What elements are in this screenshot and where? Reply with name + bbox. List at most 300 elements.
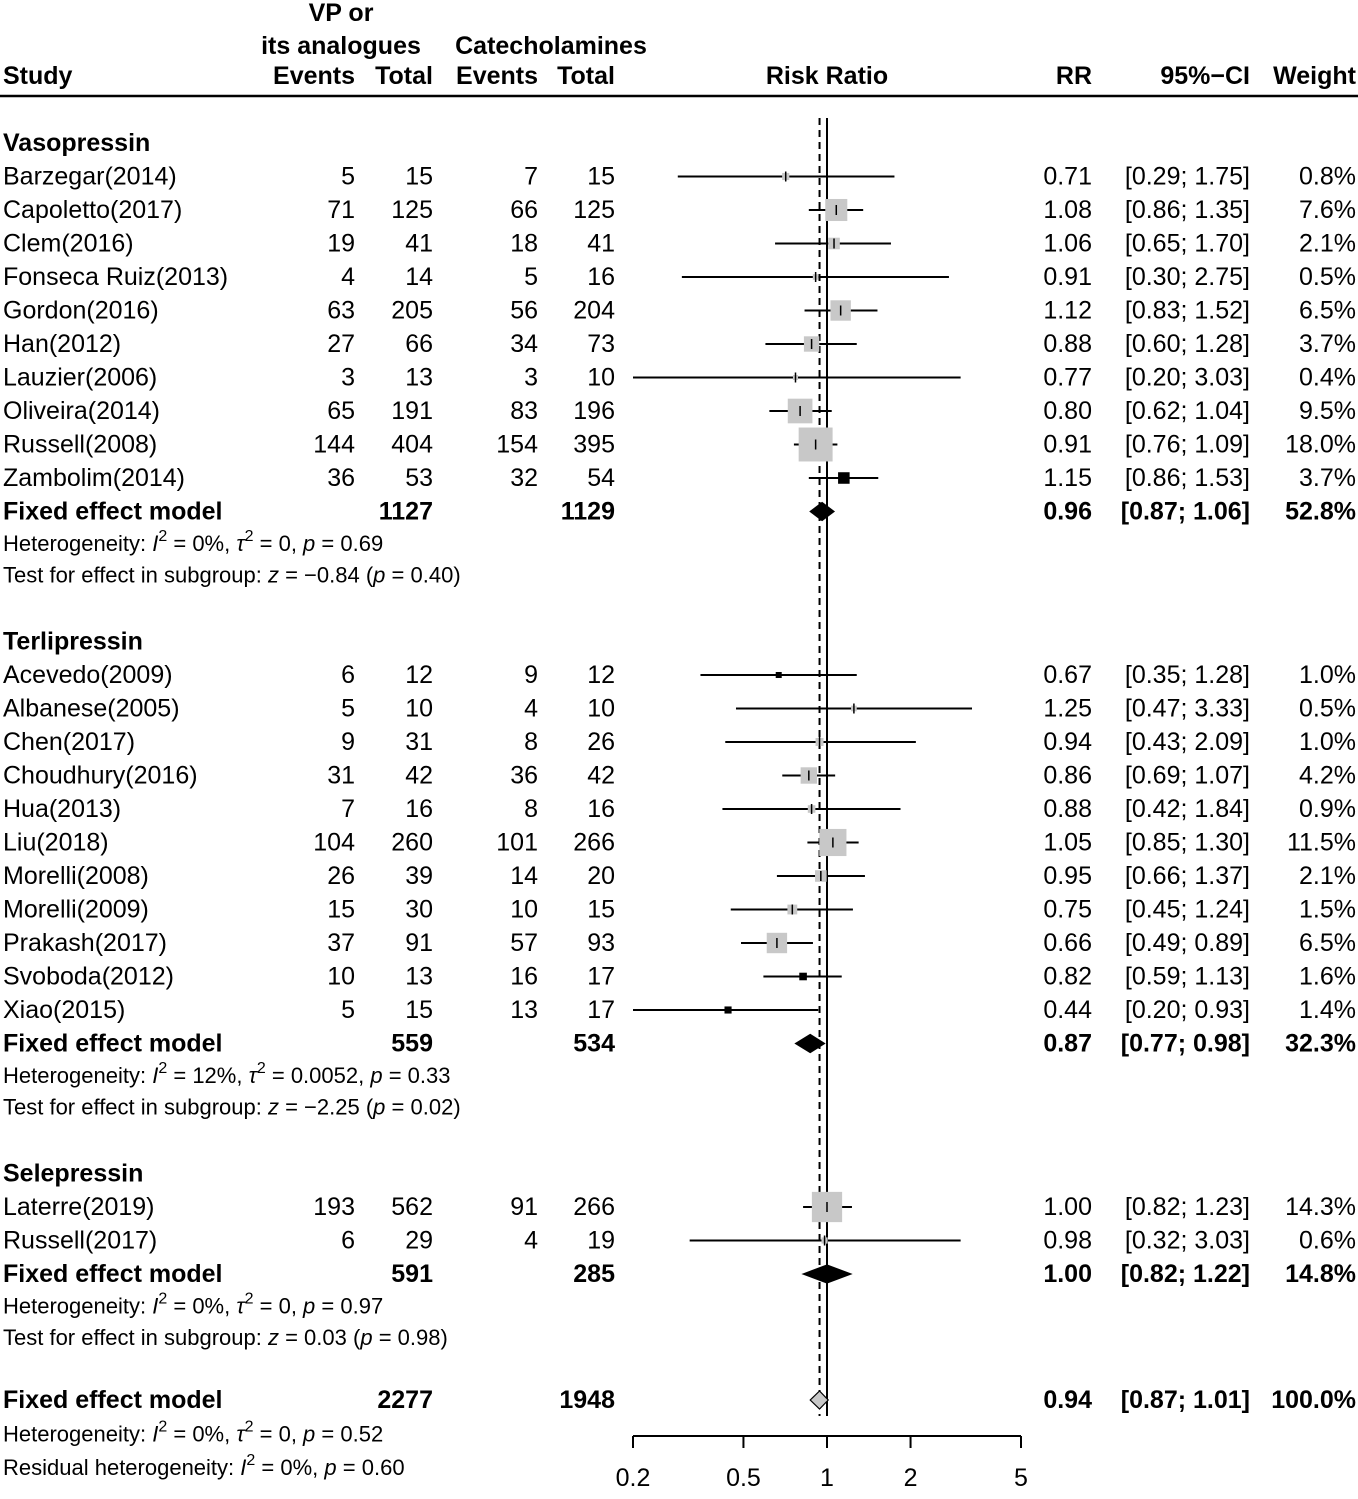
overall-heterogeneity-text-sep2: ,	[290, 1421, 304, 1447]
study-name: Russell(2017)	[3, 1226, 158, 1255]
header-ci: 95%−CI	[1160, 62, 1250, 90]
overall-heterogeneity-text-tau-sup: 2	[244, 1418, 254, 1436]
events-group2: 9	[524, 661, 538, 689]
ci-value: [0.47; 3.33]	[1124, 694, 1250, 723]
weight-value: 1.0%	[1299, 661, 1356, 689]
total-group1: 15	[405, 996, 433, 1024]
subgroup-selepressin	[3, 1160, 1356, 1351]
events-group1: 6	[341, 661, 355, 689]
axis-tick-label: 0.2	[615, 1464, 651, 1492]
events-group2: 34	[510, 330, 538, 358]
study-row	[3, 862, 1356, 890]
rr-value: 0.71	[1043, 162, 1092, 191]
total-group2: 196	[573, 397, 615, 425]
paren-open: (	[346, 1325, 361, 1350]
weight-value: 4.2%	[1299, 761, 1356, 790]
heterogeneity-text-sup: 2	[158, 528, 168, 545]
total-group2: 93	[587, 929, 615, 957]
ci-value: [0.49; 0.89]	[1124, 929, 1250, 957]
overall-total-group2: 1948	[559, 1386, 615, 1414]
weight-value: 9.5%	[1299, 397, 1356, 425]
events-group2: 57	[510, 929, 538, 957]
events-group2: 66	[510, 196, 538, 224]
pooled-ci-value: [0.77; 0.98]	[1120, 1029, 1250, 1058]
heterogeneity-text-i-symbol: I	[152, 531, 159, 556]
overall-heterogeneity-text-eq: =	[167, 1421, 193, 1447]
total-group1: 30	[405, 895, 433, 924]
point-estimate-box	[776, 672, 782, 678]
weight-value: 6.5%	[1299, 929, 1356, 957]
total-group2: 266	[573, 828, 615, 857]
ci-value: [0.85; 1.30]	[1124, 828, 1250, 857]
total-group2: 125	[573, 196, 615, 224]
total-group1: 41	[405, 229, 433, 258]
weight-value: 0.5%	[1299, 263, 1356, 291]
residual-heterogeneity-text-p-value: 0.60	[361, 1455, 405, 1480]
weight-value: 2.1%	[1299, 229, 1356, 258]
heterogeneity-text-p-value: 0.33	[407, 1063, 451, 1088]
study-name: Capoletto(2017)	[3, 196, 183, 224]
events-group2: 3	[524, 363, 538, 392]
events-group1: 31	[327, 761, 355, 790]
ci-value: [0.35; 1.28]	[1124, 661, 1250, 689]
total-group1: 12	[405, 661, 433, 689]
pooled-diamond	[795, 1035, 824, 1053]
header-rr: RR	[1055, 62, 1092, 90]
pooled-label: Fixed effect model	[3, 1260, 223, 1288]
study-row	[3, 196, 1356, 224]
header-group1-line2: its analogues	[261, 32, 421, 60]
pooled-diamond	[810, 503, 834, 521]
subgroup-test-text	[3, 563, 461, 588]
weight-value: 3.7%	[1299, 464, 1356, 492]
heterogeneity-text-tau-eq: =	[253, 531, 279, 556]
events-group1: 193	[313, 1193, 355, 1221]
total-group1: 404	[391, 430, 433, 459]
heterogeneity-text-p-eq: =	[315, 1293, 341, 1319]
study-name: Lauzier(2006)	[3, 363, 158, 392]
total-group2: 19	[587, 1226, 615, 1255]
total-group1: 13	[405, 363, 433, 392]
heterogeneity-text-i2-value: 0%	[192, 531, 225, 556]
z-value: −0.84	[304, 562, 360, 588]
residual-heterogeneity-text-p-symbol: p	[324, 1455, 337, 1480]
weight-value: 11.5%	[1286, 828, 1356, 857]
paren-close: )	[453, 562, 461, 588]
total-group1: 562	[391, 1193, 433, 1221]
heterogeneity-text-i2-value: 12%	[192, 1063, 237, 1088]
pooled-row	[3, 1030, 1356, 1058]
z-value: 0.03	[304, 1325, 347, 1350]
overall-heterogeneity-text-tau-symbol: τ	[236, 1421, 245, 1447]
ci-value: [0.59; 1.13]	[1124, 962, 1250, 991]
study-name: Oliveira(2014)	[3, 397, 161, 425]
study-name: Svoboda(2012)	[3, 962, 174, 991]
ci-value: [0.20; 0.93]	[1124, 996, 1250, 1024]
rr-value: 1.06	[1043, 229, 1092, 258]
ci-value: [0.42; 1.84]	[1124, 795, 1250, 823]
heterogeneity-text-sep2: ,	[358, 1063, 371, 1088]
p-value: 0.98	[397, 1325, 441, 1350]
study-rows	[3, 129, 1356, 1480]
p-value: 0.40	[410, 562, 454, 588]
point-estimate-box	[838, 472, 850, 484]
events-group2: 32	[510, 464, 538, 492]
subgroup-title: Terlipressin	[3, 627, 143, 656]
pooled-diamond	[803, 1265, 851, 1283]
study-name: Hua(2013)	[3, 795, 122, 823]
study-row	[3, 695, 1356, 723]
subgroup-terlipressin	[3, 628, 1356, 1120]
header-group2: Catecholamines	[455, 32, 647, 60]
rr-value: 0.80	[1043, 397, 1092, 425]
rr-value: 0.86	[1043, 761, 1092, 790]
subgroup-test-label: Test for effect in subgroup:	[3, 562, 268, 588]
study-name: Morelli(2008)	[3, 862, 149, 890]
study-name: Laterre(2019)	[3, 1193, 155, 1221]
pooled-total-group2: 1129	[560, 497, 615, 526]
study-name: Gordon(2016)	[3, 296, 159, 325]
p-symbol: p	[373, 1094, 386, 1120]
total-group2: 17	[587, 962, 615, 991]
total-group1: 14	[405, 263, 433, 291]
pooled-rr-value: 0.96	[1043, 497, 1092, 526]
total-group2: 16	[587, 795, 615, 823]
events-group2: 83	[510, 397, 538, 425]
events-group1: 5	[341, 162, 355, 191]
overall-heterogeneity-text-tau-eq: =	[253, 1421, 279, 1447]
header	[0, 0, 1358, 96]
z-symbol: z	[267, 1325, 279, 1350]
study-row	[3, 464, 1356, 492]
study-row	[3, 330, 1356, 358]
study-name: Morelli(2009)	[3, 895, 149, 924]
rr-value: 0.75	[1043, 895, 1092, 924]
study-row	[3, 963, 1356, 991]
heterogeneity-text-tau-symbol: τ	[248, 1063, 257, 1088]
total-group1: 15	[405, 162, 433, 191]
events-group1: 65	[327, 397, 355, 425]
heterogeneity-text-label: Heterogeneity:	[3, 1063, 153, 1088]
weight-value: 18.0%	[1285, 430, 1356, 459]
axis-tick-label: 0.5	[726, 1464, 761, 1492]
subgroup-test-text	[3, 1095, 461, 1120]
events-group2: 4	[524, 694, 538, 723]
study-name: Clem(2016)	[3, 229, 134, 258]
point-estimate-box	[724, 1006, 731, 1013]
overall-heterogeneity-text-sep: ,	[224, 1421, 237, 1447]
p-eq: =	[372, 1325, 398, 1350]
heterogeneity-text-tau-sup: 2	[244, 1290, 254, 1308]
heterogeneity-text-i2-value: 0%	[192, 1293, 225, 1319]
heterogeneity-text-p-value: 0.69	[340, 531, 384, 556]
overall-heterogeneity-text	[3, 1419, 383, 1447]
weight-value: 0.5%	[1299, 694, 1356, 723]
rr-value: 0.82	[1043, 962, 1092, 991]
overall-heterogeneity-text-p-eq: =	[315, 1421, 341, 1447]
events-group2: 16	[510, 962, 538, 991]
subgroup-test-text	[3, 1325, 448, 1350]
ci-value: [0.69; 1.07]	[1124, 761, 1250, 790]
overall-heterogeneity-text-tau-value: 0	[278, 1421, 291, 1447]
rr-value: 0.66	[1043, 929, 1092, 957]
z-symbol: z	[267, 562, 279, 588]
overall-ci-value: [0.87; 1.01]	[1120, 1386, 1250, 1414]
paren-close: )	[440, 1325, 448, 1350]
paren-open: (	[359, 562, 374, 588]
study-row	[3, 996, 1356, 1024]
study-name: Zambolim(2014)	[3, 464, 186, 492]
total-group1: 53	[405, 464, 433, 492]
header-total-2: Total	[557, 62, 615, 90]
rr-value: 0.94	[1043, 728, 1092, 756]
study-name: Xiao(2015)	[3, 996, 126, 1024]
heterogeneity-text-p-symbol: p	[303, 531, 316, 556]
heterogeneity-text-i-symbol: I	[152, 1293, 159, 1319]
paren-close: )	[453, 1094, 461, 1120]
total-group1: 42	[405, 761, 433, 790]
heterogeneity-text-eq: =	[167, 1293, 193, 1319]
events-group1: 71	[327, 196, 355, 224]
weight-value: 0.9%	[1299, 795, 1356, 823]
study-name: Chen(2017)	[3, 728, 136, 756]
pooled-total-group1: 591	[391, 1260, 433, 1288]
subgroup-title: Vasopressin	[3, 129, 151, 157]
p-eq: =	[385, 562, 411, 588]
study-name: Russell(2008)	[3, 430, 158, 459]
total-group2: 266	[573, 1193, 615, 1221]
total-group1: 31	[405, 728, 433, 756]
ci-value: [0.29; 1.75]	[1124, 162, 1250, 191]
weight-value: 0.6%	[1299, 1226, 1356, 1255]
events-group1: 4	[341, 263, 355, 291]
events-group2: 7	[524, 162, 538, 191]
pooled-row	[3, 498, 1356, 526]
header-events-2: Events	[456, 62, 538, 90]
heterogeneity-text-tau-symbol: τ	[236, 531, 245, 556]
total-group2: 26	[587, 728, 615, 756]
p-eq: =	[385, 1094, 411, 1120]
heterogeneity-text-p-symbol: p	[370, 1063, 383, 1088]
heterogeneity-text-sep: ,	[236, 1063, 249, 1088]
weight-value: 0.8%	[1299, 162, 1356, 191]
rr-value: 1.00	[1043, 1193, 1092, 1221]
ci-value: [0.60; 1.28]	[1124, 330, 1250, 358]
pooled-weight-value: 14.8%	[1285, 1260, 1356, 1288]
events-group1: 36	[327, 464, 355, 492]
events-group1: 3	[341, 363, 355, 392]
overall-row	[3, 1386, 1356, 1480]
total-group1: 191	[391, 397, 433, 425]
weight-value: 3.7%	[1299, 330, 1356, 358]
rr-value: 0.98	[1043, 1226, 1092, 1255]
study-row	[3, 230, 1356, 258]
pooled-ci-value: [0.82; 1.22]	[1120, 1260, 1250, 1288]
rr-value: 0.91	[1043, 430, 1092, 459]
events-group1: 6	[341, 1226, 355, 1255]
events-group2: 91	[510, 1193, 538, 1221]
total-group2: 10	[587, 694, 615, 723]
events-group2: 18	[510, 229, 538, 258]
heterogeneity-text-tau-sup: 2	[244, 528, 254, 545]
subgroup-title: Selepressin	[3, 1159, 144, 1188]
residual-heterogeneity-text-label: Residual heterogeneity:	[3, 1455, 241, 1480]
header-events-1: Events	[273, 62, 355, 90]
axis-tick-label: 5	[1014, 1464, 1028, 1492]
total-group2: 73	[587, 330, 615, 358]
heterogeneity-text-sup: 2	[158, 1060, 168, 1077]
subgroup-vasopressin	[3, 129, 1356, 588]
study-row	[3, 364, 1356, 392]
events-group1: 26	[327, 862, 355, 890]
total-group2: 15	[587, 895, 615, 924]
total-group2: 42	[587, 761, 615, 790]
weight-value: 6.5%	[1299, 296, 1356, 325]
study-row	[3, 263, 1356, 291]
x-axis	[616, 1436, 1028, 1492]
heterogeneity-text-tau-eq: =	[265, 1063, 291, 1088]
events-group1: 10	[327, 962, 355, 991]
heterogeneity-text-tau-value: 0	[278, 531, 291, 556]
heterogeneity-text	[3, 1291, 383, 1319]
rr-value: 1.05	[1043, 828, 1092, 857]
study-name: Han(2012)	[3, 330, 122, 358]
rr-value: 0.44	[1043, 996, 1092, 1024]
total-group1: 13	[405, 962, 433, 991]
total-group1: 91	[405, 929, 433, 957]
pooled-label: Fixed effect model	[3, 1029, 223, 1058]
heterogeneity-text-p-eq: =	[382, 1063, 408, 1088]
weight-value: 1.4%	[1299, 996, 1356, 1024]
heterogeneity-text-i-symbol: I	[152, 1063, 159, 1088]
header-study: Study	[3, 62, 73, 90]
residual-heterogeneity-text-i-symbol: I	[240, 1455, 247, 1480]
weight-value: 0.4%	[1299, 363, 1356, 392]
ci-value: [0.86; 1.35]	[1124, 196, 1250, 224]
overall-heterogeneity-text-i-symbol: I	[152, 1421, 159, 1447]
total-group2: 16	[587, 263, 615, 291]
total-group1: 39	[405, 862, 433, 890]
overall-heterogeneity-text-sup: 2	[158, 1418, 168, 1436]
total-group2: 41	[587, 229, 615, 258]
z-eq: =	[278, 1325, 305, 1350]
total-group2: 395	[573, 430, 615, 459]
study-row	[3, 929, 1356, 957]
total-group1: 16	[405, 795, 433, 823]
events-group2: 154	[496, 430, 538, 459]
overall-heterogeneity-text-label: Heterogeneity:	[3, 1421, 153, 1447]
weight-value: 1.5%	[1299, 895, 1356, 924]
pooled-rr-value: 1.00	[1043, 1260, 1092, 1288]
study-name: Albanese(2005)	[3, 694, 180, 723]
heterogeneity-text-tau-value: 0	[278, 1293, 291, 1319]
study-row	[3, 896, 1356, 924]
paren-open: (	[359, 1094, 374, 1120]
overall-rr-value: 0.94	[1043, 1386, 1092, 1414]
z-eq: =	[278, 1094, 305, 1120]
study-name: Choudhury(2016)	[3, 761, 198, 790]
rr-value: 1.25	[1043, 694, 1092, 723]
axis-tick-label: 2	[903, 1464, 918, 1492]
rr-value: 0.88	[1043, 795, 1092, 823]
heterogeneity-text-sep2: ,	[290, 1293, 304, 1319]
pooled-total-group2: 285	[573, 1260, 615, 1288]
study-name: Liu(2018)	[3, 828, 109, 857]
p-value: 0.02	[410, 1094, 454, 1120]
total-group1: 10	[405, 694, 433, 723]
study-name: Acevedo(2009)	[3, 661, 173, 689]
ci-value: [0.76; 1.09]	[1124, 430, 1250, 459]
events-group1: 63	[327, 296, 355, 325]
z-eq: =	[278, 562, 305, 588]
p-symbol: p	[373, 562, 386, 588]
total-group2: 12	[587, 661, 615, 689]
total-group1: 125	[391, 196, 433, 224]
point-estimate-box	[799, 973, 807, 981]
ci-value: [0.66; 1.37]	[1124, 862, 1250, 890]
pooled-ci-value: [0.87; 1.06]	[1120, 497, 1250, 526]
rr-value: 0.67	[1043, 661, 1092, 689]
total-group1: 29	[405, 1226, 433, 1255]
overall-heterogeneity-text-p-value: 0.52	[340, 1421, 384, 1447]
events-group1: 5	[341, 694, 355, 723]
z-symbol: z	[267, 1094, 279, 1120]
study-name: Prakash(2017)	[3, 929, 167, 957]
residual-heterogeneity-text-eq: =	[255, 1455, 281, 1480]
rr-value: 0.77	[1043, 363, 1092, 392]
header-effect-label: Risk Ratio	[765, 62, 889, 90]
study-row	[3, 795, 1356, 823]
overall-heterogeneity-text-p-symbol: p	[303, 1421, 316, 1447]
weight-value: 7.6%	[1299, 196, 1356, 224]
ci-value: [0.32; 3.03]	[1124, 1226, 1250, 1255]
p-symbol: p	[360, 1325, 373, 1350]
heterogeneity-text-tau-sup: 2	[256, 1060, 266, 1077]
pooled-rr-value: 0.87	[1043, 1029, 1092, 1058]
events-group2: 13	[510, 996, 538, 1024]
pooled-weight-value: 32.3%	[1285, 1029, 1356, 1058]
total-group2: 54	[587, 464, 615, 492]
ci-value: [0.62; 1.04]	[1124, 397, 1250, 425]
heterogeneity-text-tau-value: 0.0052	[290, 1063, 359, 1088]
ci-value: [0.65; 1.70]	[1124, 229, 1250, 258]
ci-value: [0.45; 1.24]	[1124, 895, 1250, 924]
heterogeneity-text-label: Heterogeneity:	[3, 531, 153, 556]
study-name: Barzegar(2014)	[3, 162, 177, 191]
events-group2: 56	[510, 296, 538, 325]
heterogeneity-text-tau-eq: =	[253, 1293, 279, 1319]
overall-diamond	[810, 1391, 828, 1409]
pooled-total-group1: 559	[391, 1029, 433, 1058]
heterogeneity-text-p-symbol: p	[303, 1293, 316, 1319]
events-group1: 9	[341, 728, 355, 756]
pooled-total-group2: 534	[573, 1029, 615, 1058]
rr-value: 1.15	[1043, 464, 1092, 492]
weight-value: 1.0%	[1299, 728, 1356, 756]
study-row	[3, 297, 1356, 325]
events-group2: 36	[510, 761, 538, 790]
events-group2: 4	[524, 1226, 538, 1255]
z-value: −2.25	[304, 1094, 360, 1120]
header-group1-line1: VP or	[308, 0, 374, 27]
weight-value: 2.1%	[1299, 862, 1356, 890]
study-row	[3, 428, 1356, 462]
total-group2: 10	[587, 363, 615, 392]
rr-value: 1.12	[1043, 296, 1092, 325]
heterogeneity-text-p-eq: =	[315, 531, 341, 556]
study-row	[3, 1227, 1356, 1255]
ci-value: [0.83; 1.52]	[1124, 296, 1250, 325]
